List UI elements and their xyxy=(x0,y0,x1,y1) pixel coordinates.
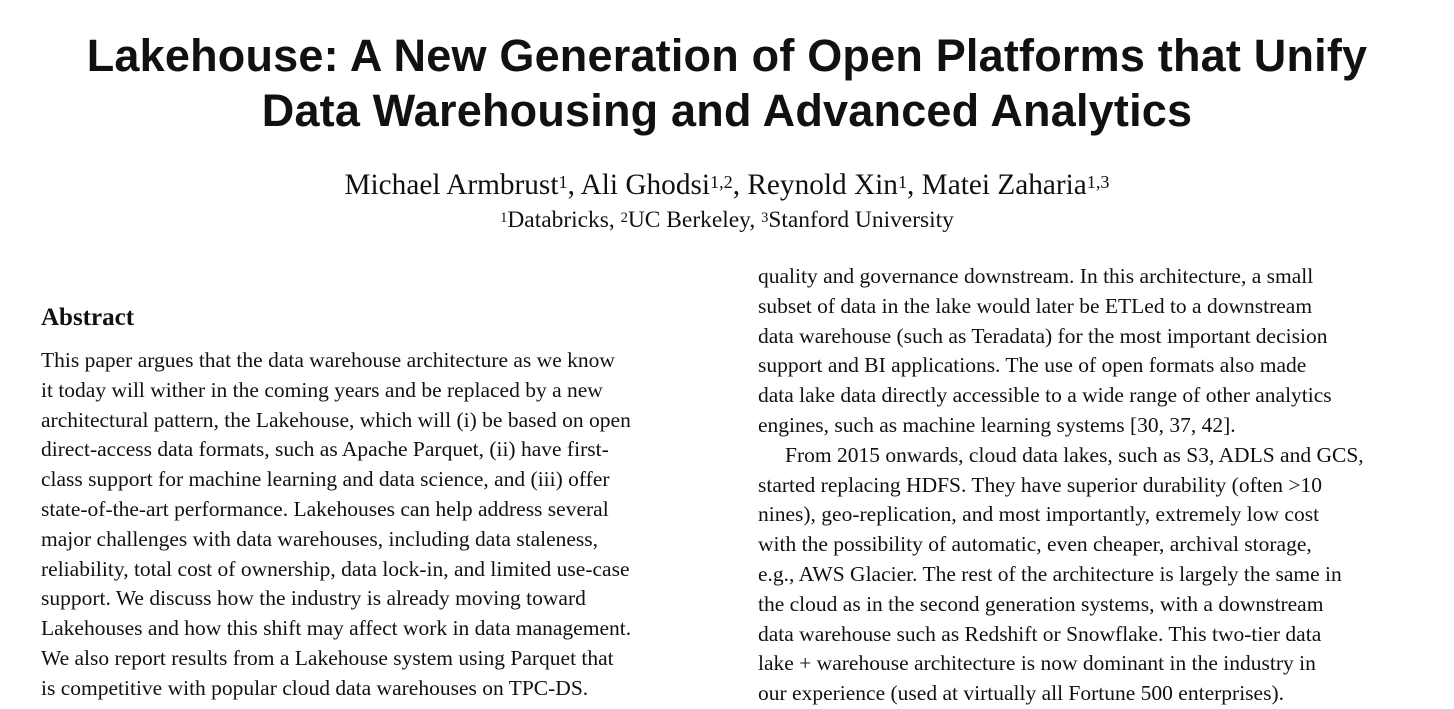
abstract-line: support. We discuss how the industry is already moving toward xyxy=(41,586,586,611)
author-list xyxy=(0,166,1454,204)
body-line: data lake data directly accessible to a wide range of other analytics xyxy=(758,383,1332,408)
body-line: with the possibility of automatic, even cheaper, archival storage, xyxy=(758,532,1312,557)
body-line: started replacing HDFS. They have superior durability (often >10 xyxy=(758,472,1323,497)
author-name: Reynold Xin xyxy=(747,169,898,201)
author-name: Ali Ghodsi xyxy=(580,169,711,201)
body-line: quality and governance downstream. In this architecture, a small xyxy=(758,264,1314,288)
author-separator: , xyxy=(907,169,922,201)
body-line: lake + warehouse architecture is now dominant in the industry in xyxy=(758,651,1316,676)
author xyxy=(344,169,567,201)
affiliation-marker: 2 xyxy=(620,209,628,226)
affiliation-separator: , xyxy=(749,207,762,233)
abstract-line: state-of-the-art performance. Lakehouses can help address several xyxy=(41,496,609,521)
body-line: data warehouse (such as Teradata) for the most important decision xyxy=(758,323,1328,348)
body-line: the cloud as in the second generation systems, with a downstream xyxy=(758,591,1324,616)
affiliation-marker: 3 xyxy=(761,209,769,226)
author-affiliation-marker: 1 xyxy=(897,171,908,192)
body-line: nines), geo-replication, and most importantly, extremely low cost xyxy=(758,502,1320,527)
affiliation-marker: 1 xyxy=(500,209,508,226)
author-separator: , xyxy=(567,169,581,201)
body-line-paragraph-start: From 2015 onwards, cloud data lakes, such as S3, ADLS and GCS, xyxy=(785,442,1364,467)
abstract-body xyxy=(41,346,701,704)
body-line: subset of data in the lake would later be ETLed to a downstream xyxy=(758,293,1313,318)
body-line: support and BI applications. The use of open formats also made xyxy=(758,353,1307,378)
affiliation-name: UC Berkeley xyxy=(627,207,750,233)
author-affiliation-marker: 1,2 xyxy=(710,171,733,192)
author-separator: , xyxy=(732,169,748,201)
affiliation-separator: , xyxy=(608,207,621,233)
author-affiliation-marker: 1,3 xyxy=(1086,171,1110,192)
abstract-line: This paper argues that the data warehouse architecture as we know xyxy=(41,348,615,372)
body-line: our experience (used at virtually all Fortune 500 enterprises). xyxy=(758,681,1284,706)
abstract-line: it today will wither in the coming years and be replaced by a new xyxy=(41,377,603,402)
affiliation-name: Databricks xyxy=(507,207,609,233)
abstract-heading: Abstract xyxy=(41,304,135,331)
author xyxy=(581,169,733,201)
author-affiliation-marker: 1 xyxy=(558,171,568,192)
abstract-line: class support for machine learning and data science, and (iii) offer xyxy=(41,467,610,492)
paper-title-line-2: Data Warehousing and Advanced Analytics xyxy=(261,85,1193,136)
abstract-line: We also report results from a Lakehouse system using Parquet that xyxy=(41,645,614,670)
abstract-line: reliability, total cost of ownership, data lock-in, and limited use-case xyxy=(41,556,630,581)
body-line: engines, such as machine learning systems [30, 37, 42]. xyxy=(758,412,1236,437)
paper-title-line-1: Lakehouse: A New Generation of Open Platforms that Unify xyxy=(86,30,1368,81)
affiliation-list xyxy=(0,205,1454,235)
affiliation-name: Stanford University xyxy=(768,207,954,233)
author-name: Matei Zaharia xyxy=(921,169,1087,201)
author-name: Michael Armbrust xyxy=(344,169,559,201)
author xyxy=(922,169,1110,201)
abstract-line: Lakehouses and how this shift may affect work in data management. xyxy=(41,616,632,641)
abstract-line: major challenges with data warehouses, including data staleness, xyxy=(41,526,599,551)
abstract-line: direct-access data formats, such as Apache Parquet, (ii) have first- xyxy=(41,437,609,462)
body-text-right-column xyxy=(758,262,1418,709)
paper-title xyxy=(0,28,1454,138)
abstract-line: architectural pattern, the Lakehouse, which will (i) be based on open xyxy=(41,407,631,432)
author xyxy=(747,169,907,201)
abstract-line: is competitive with popular cloud data warehouses on TPC-DS. xyxy=(41,675,589,700)
body-line: e.g., AWS Glacier. The rest of the architecture is largely the same in xyxy=(758,561,1342,586)
body-line: data warehouse such as Redshift or Snowflake. This two-tier data xyxy=(758,621,1322,646)
